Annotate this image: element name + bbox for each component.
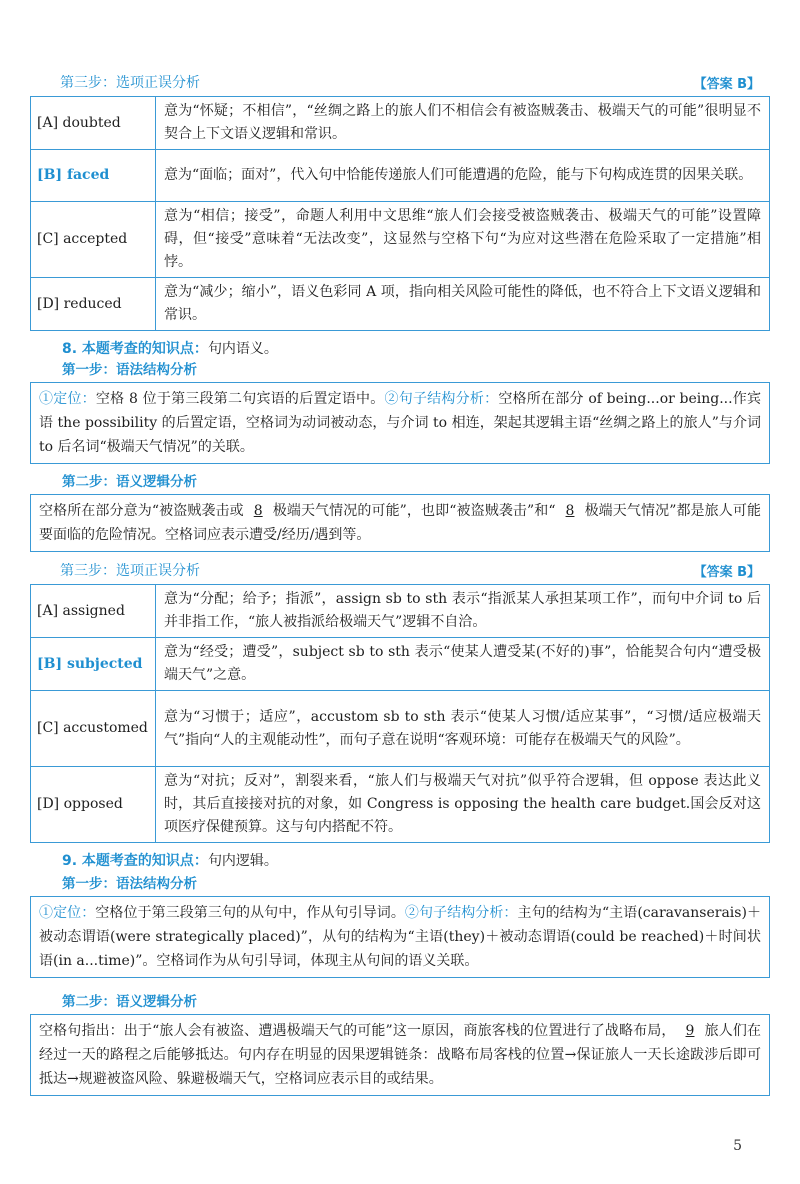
structure-text: 主句的结构为“主语(caravanserais)＋被动态谓语(were strategically placed)”，从句的结构为“主语(they)＋被动态谓语(could be reached)＋时间状语(in a...time)”。空格词作为从句引导词，体现主从句间的语义关联。 [39,905,762,969]
option-explanation: 意为“减少；缩小”，语义色彩同 A 项，指向相关风险可能性的降低，也不符合上下文语义逻辑和常识。 [156,278,770,331]
structure-label: ②句子结构分析： [404,905,518,921]
locate-text: 空格 8 位于第三段第二句宾语的后置定语中。 [95,391,385,407]
locate-text: 空格位于第三段第三句的从句中，作从句引导词。 [95,905,405,921]
step3-header-q7 [60,72,760,92]
question-8-heading [62,338,278,358]
blank-9: 9 [685,1023,695,1039]
semantic-text-b: 旅人们在经过一天的路程之后能够抵达。句内存在明显的因果逻辑链条：战略布局客栈的位置→保证旅人一天长途跋涉后即可抵达→规避被盗风险、躲避极端天气，空格词应表示目的或结果。 [39,1023,762,1087]
options-table-q7 [30,96,770,331]
locate-label: ①定位： [39,391,96,407]
step3-header-q8 [60,560,760,580]
structure-label: ②句子结构分析： [384,391,499,407]
option-label: [C] accustomed [31,691,156,767]
option-row [31,638,770,691]
option-explanation: 意为“对抗；反对”，割裂来看，“旅人们与极端天气对抗”似乎符合逻辑，但 oppose 表达此义时，其后直接接对抗的对象，如 Congress is opposing the health care budget.国会反对这项医疗保健预算。这与句内搭配不符。 [156,767,770,843]
question-9-topic: 句内逻辑。 [207,853,278,869]
option-label: [A] assigned [31,585,156,638]
options-table-q8 [30,584,770,843]
page-number: 5 [733,1138,742,1154]
answer-badge-q7: 【答案 B】 [693,76,760,92]
option-row [31,278,770,331]
option-explanation: 意为“相信；接受”，命题人利用中文思维“旅人们会接受被盗贼袭击、极端天气的可能”设置障碍，但“接受”意味着“无法改变”，这显然与空格下句“为应对这些潜在危险采取了一定措施”相悖。 [156,202,770,278]
option-label: [C] accepted [31,202,156,278]
step3-title-q7: 第三步：选项正误分析 [60,75,200,91]
option-label-correct: [B] faced [31,150,156,202]
answer-badge-q8: 【答案 B】 [693,564,760,580]
option-row [31,202,770,278]
semantic-text-a: 空格所在部分意为“被盗贼袭击或 [39,503,244,519]
structure-text: 空格所在部分 of being...or being...作宾语 the possibility 的后置定语，空格词为动词被动态，与介词 to 相连，架起其逻辑主语“丝绸之路上的旅人”与介词 to 后名词“极端天气情况”的关联。 [39,391,762,455]
question-8-topic: 句内语义。 [207,341,278,357]
option-label-correct: [B] subjected [31,638,156,691]
option-row [31,585,770,638]
blank-8-repeat: 8 [565,503,575,519]
q8-structure-box [30,382,770,464]
semantic-text-a: 空格句指出：出于“旅人会有被盗、遭遇极端天气的可能”这一原因，商旅客栈的位置进行了战略布局， [39,1023,676,1039]
option-explanation: 意为“面临；面对”，代入句中恰能传递旅人们可能遭遇的危险，能与下句构成连贯的因果关联。 [156,150,770,202]
option-explanation: 意为“习惯于；适应”，accustom sb to sth 表示“使某人习惯/适应某事”，“习惯/适应极端天气”指向“人的主观能动性”，而句子意在说明“客观环境：可能存在极端天气的风险”。 [156,691,770,767]
q8-semantic-box [30,494,770,552]
question-9-heading [62,850,278,870]
option-explanation: 意为“怀疑；不相信”，“丝绸之路上的旅人们不相信会有被盗贼袭击、极端天气的可能”很明显不契合上下文语义逻辑和常识。 [156,97,770,150]
question-8-number: 8. 本题考查的知识点： [62,341,208,357]
option-explanation: 意为“分配；给予；指派”，assign sb to sth 表示“指派某人承担某项工作”，而句中介词 to 后并非指工作，“旅人被指派给极端天气”逻辑不自洽。 [156,585,770,638]
semantic-text-b: 极端天气情况的可能”，也即“被盗贼袭击”和“ [272,503,556,519]
option-row [31,691,770,767]
q9-structure-box [30,896,770,978]
option-label: [D] reduced [31,278,156,331]
step3-title-q8: 第三步：选项正误分析 [60,563,200,579]
q8-step2-title: 第二步：语义逻辑分析 [62,474,197,490]
option-label: [A] doubted [31,97,156,150]
q9-semantic-box [30,1014,770,1096]
option-row [31,767,770,843]
locate-label: ①定位： [39,905,96,921]
option-row [31,97,770,150]
question-9-number: 9. 本题考查的知识点： [62,853,208,869]
option-label: [D] opposed [31,767,156,843]
blank-8: 8 [253,503,263,519]
q9-step2-title: 第二步：语义逻辑分析 [62,994,197,1010]
option-explanation: 意为“经受；遭受”，subject sb to sth 表示“使某人遭受某(不好的)事”，恰能契合句内“遭受极端天气”之意。 [156,638,770,691]
semantic-text-c: 极端天气情况”都是旅人可能要面临的危险情况。空格词应表示遭受/经历/遇到等。 [39,503,761,543]
q9-step1-title: 第一步：语法结构分析 [62,876,197,892]
q8-step1-title: 第一步：语法结构分析 [62,362,197,378]
option-row [31,150,770,202]
